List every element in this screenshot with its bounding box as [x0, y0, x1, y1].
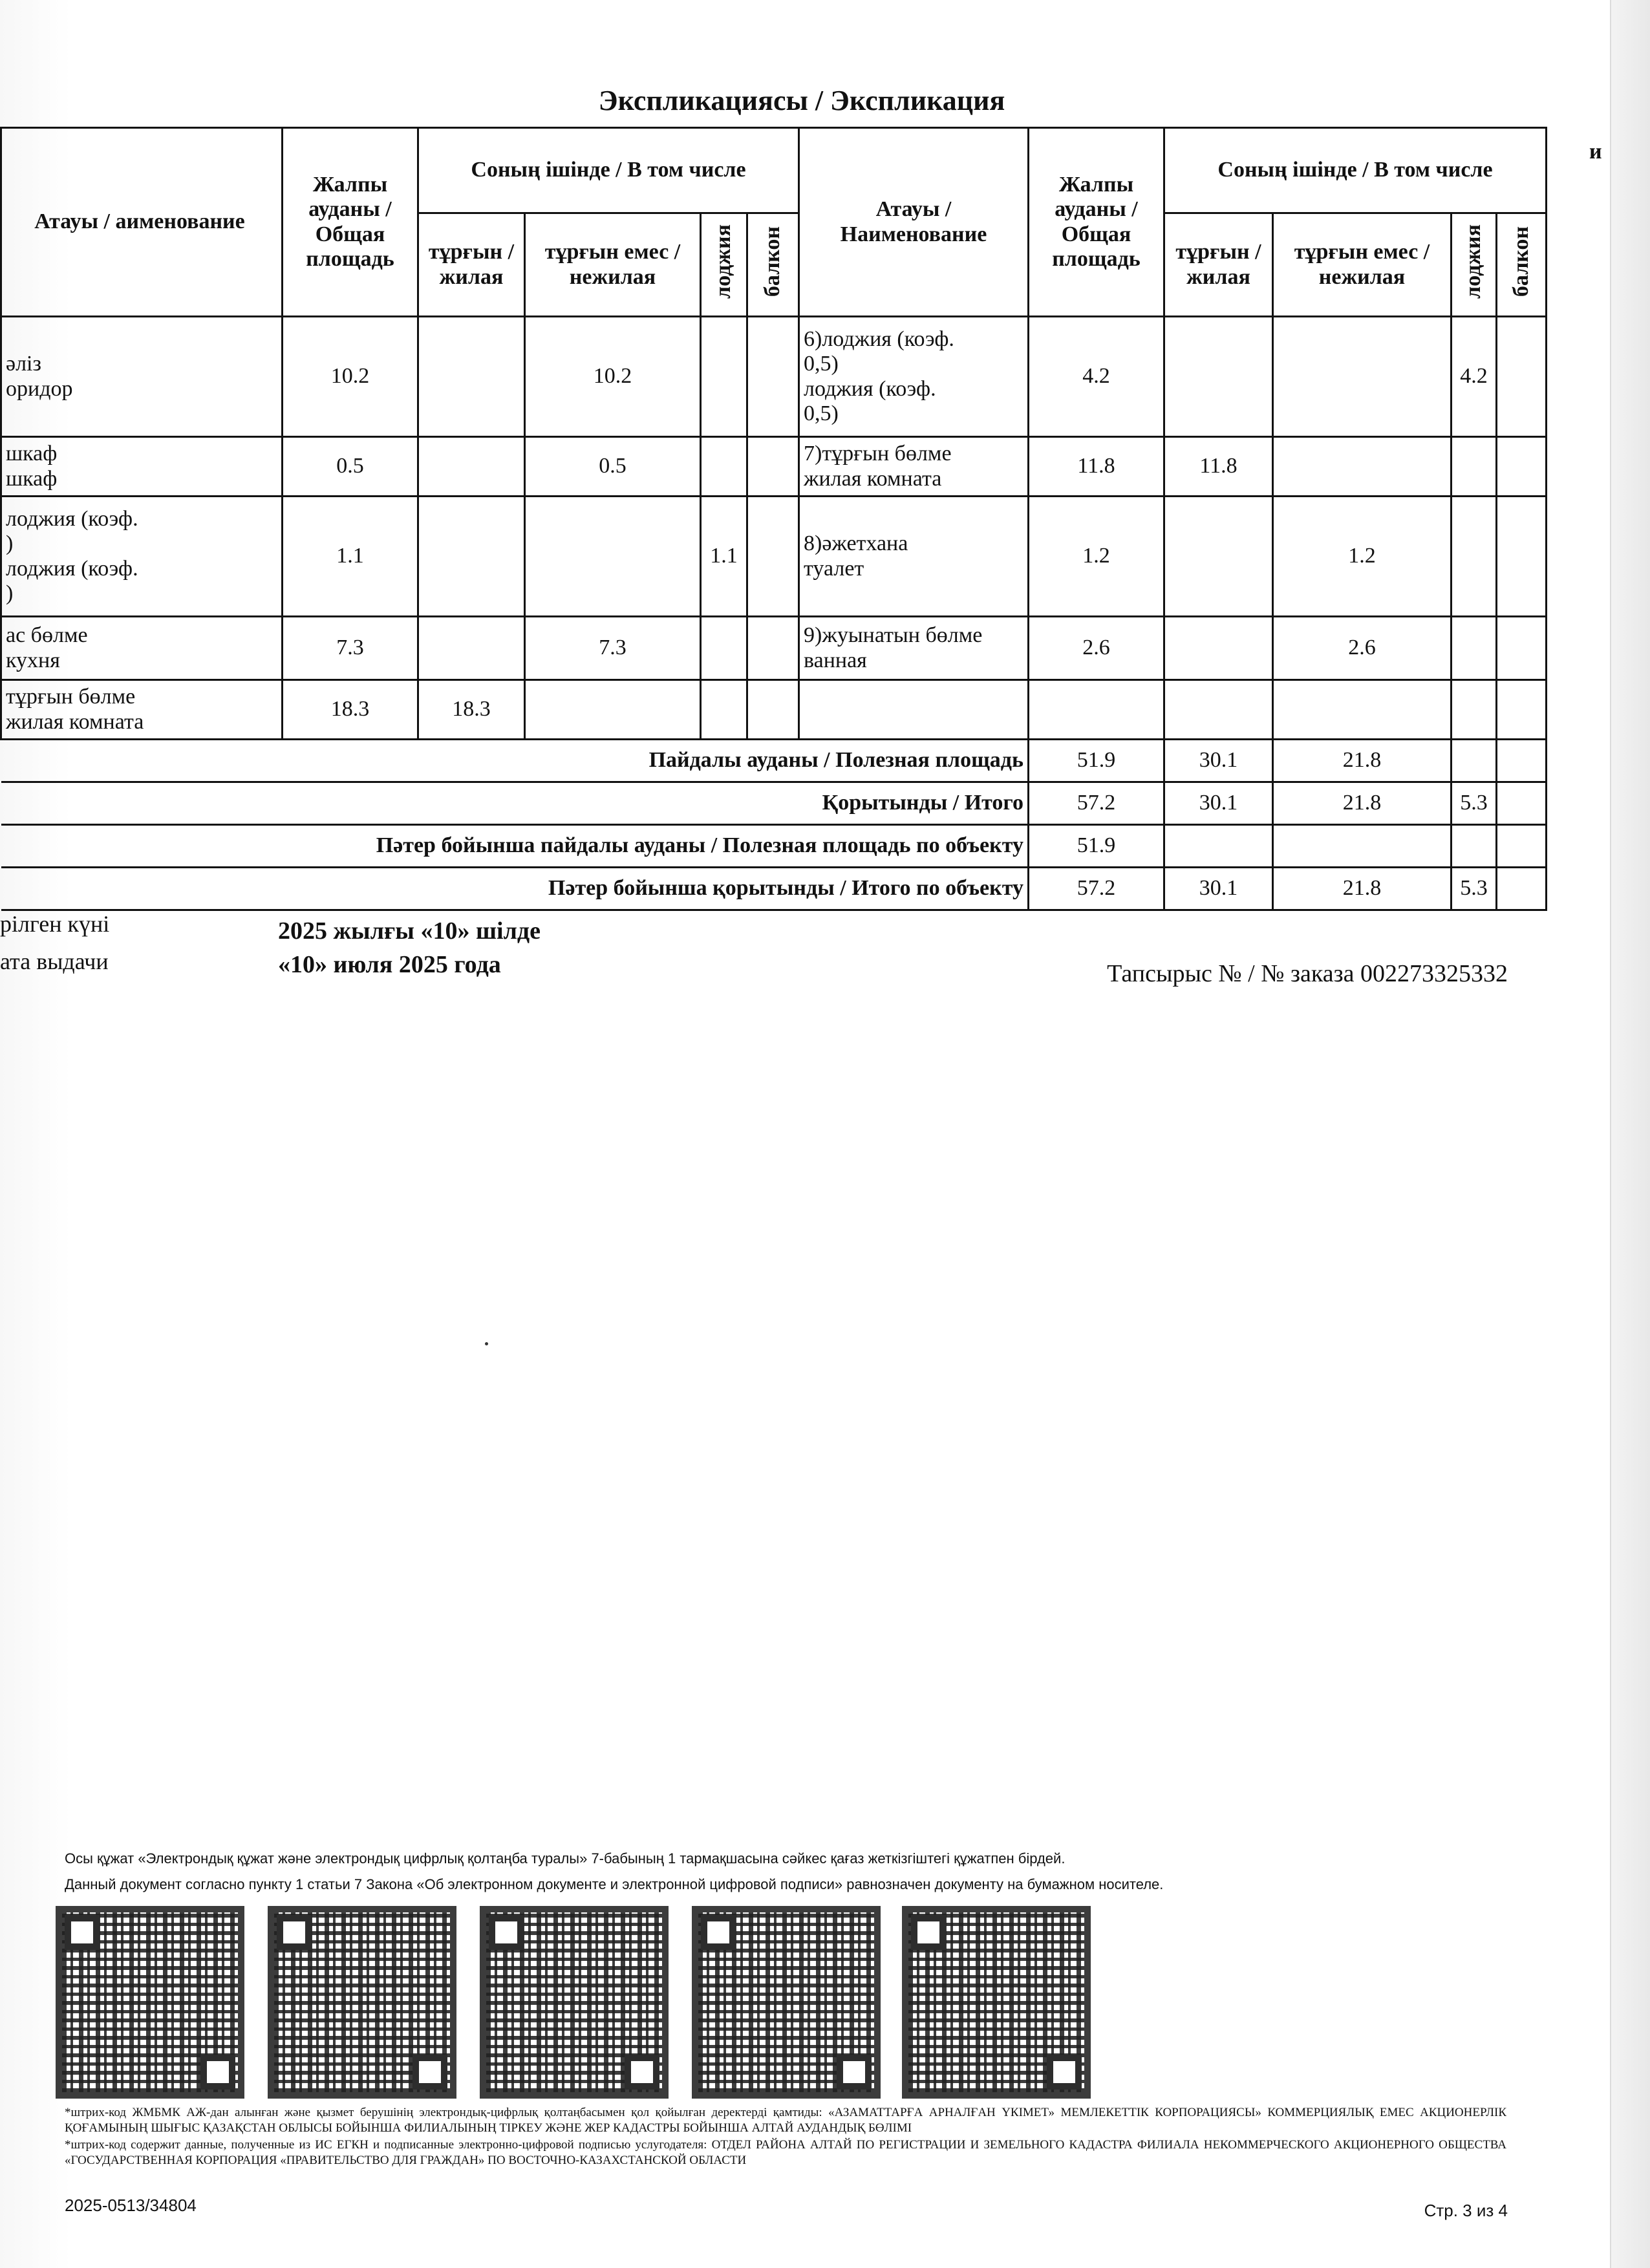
- summary-nonresidential: [1273, 825, 1452, 868]
- issue-date-label-ru: ата выдачи: [0, 948, 109, 974]
- summary-residential: 30.1: [1164, 868, 1273, 910]
- right-total-area: 2.6: [1029, 617, 1164, 680]
- left-residential: [418, 497, 525, 617]
- right-residential: [1164, 617, 1273, 680]
- left-residential: [418, 317, 525, 437]
- right-nonresidential: [1273, 680, 1452, 740]
- right-room-name: 6)лоджия (коэф. 0,5) лоджия (коэф. 0,5): [799, 317, 1029, 437]
- left-balcony: [747, 497, 799, 617]
- right-residential: [1164, 497, 1273, 617]
- left-loggia: [701, 617, 747, 680]
- right-nonresidential: 2.6: [1273, 617, 1452, 680]
- summary-row: [1, 868, 1547, 910]
- qr-code-3: [480, 1906, 669, 2099]
- table-row: [1, 317, 1547, 437]
- right-total-area: [1029, 680, 1164, 740]
- header-residential-left: тұрғын / жилая: [418, 213, 525, 317]
- summary-balcony: [1497, 868, 1547, 910]
- right-balcony: [1497, 617, 1547, 680]
- left-total-area: 10.2: [283, 317, 418, 437]
- left-balcony: [747, 317, 799, 437]
- right-balcony: [1497, 680, 1547, 740]
- left-total-area: 7.3: [283, 617, 418, 680]
- summary-residential: 30.1: [1164, 782, 1273, 825]
- summary-label: Қорытынды / Итого: [1, 782, 1029, 825]
- right-loggia: [1452, 437, 1497, 497]
- right-total-area: 4.2: [1029, 317, 1164, 437]
- right-balcony: [1497, 437, 1547, 497]
- header-name-right: Атауы / Наименование: [799, 128, 1029, 317]
- loggia-label: лоджия: [1461, 224, 1486, 299]
- right-nonresidential: [1273, 437, 1452, 497]
- footnote-ru: *штрих-код содержит данные, полученные из ИС ЕГКН и подписанные электронно-цифровой подписью услугодателя: ОТДЕЛ РАЙОНА АЛТАЙ ПО РЕГИСТРАЦИИ И ЗЕМЕЛЬНОГО КАДАСТРА ФИЛИАЛА НЕКОММЕРЧЕСКОГО АКЦИОНЕРНОГО ОБЩЕСТВА «ГОСУДАРСТВЕННАЯ КОРПОРАЦИЯ «ПРАВИТЕЛЬСТВО ДЛЯ ГРАЖДАН» ПО ВОСТОЧНО-КАЗАХСТАНСКОЙ ОБЛАСТИ: [65, 2138, 1506, 2167]
- summary-label: Пәтер бойынша пайдалы ауданы / Полезная площадь по объекту: [1, 825, 1029, 868]
- page-title: Экспликациясы / Экспликация: [598, 85, 1005, 116]
- summary-nonresidential: 21.8: [1273, 868, 1452, 910]
- table-row: [1, 437, 1547, 497]
- summary-row: [1, 782, 1547, 825]
- right-residential: 11.8: [1164, 437, 1273, 497]
- summary-total-area: 51.9: [1029, 825, 1164, 868]
- right-residential: [1164, 317, 1273, 437]
- left-loggia: [701, 680, 747, 740]
- issue-date-kz: 2025 жылғы «10» шілде: [278, 917, 541, 945]
- header-total-left: Жалпы ауданы / Общая площадь: [283, 128, 418, 317]
- left-room-name: лоджия (коэф. ) лоджия (коэф. ): [1, 497, 283, 617]
- balcony-label: балкон: [1508, 226, 1533, 297]
- qr-code-2: [268, 1906, 456, 2099]
- edge-letter: и: [1589, 140, 1602, 164]
- table-row: [1, 680, 1547, 740]
- summary-total-area: 57.2: [1029, 868, 1164, 910]
- left-loggia: [701, 437, 747, 497]
- left-total-area: 0.5: [283, 437, 418, 497]
- right-total-area: 11.8: [1029, 437, 1164, 497]
- header-loggia-left: [701, 213, 747, 317]
- left-residential: [418, 617, 525, 680]
- summary-residential: [1164, 825, 1273, 868]
- speck: [485, 1342, 488, 1345]
- left-residential: 18.3: [418, 680, 525, 740]
- right-room-name: 7)тұрғын бөлме жилая комната: [799, 437, 1029, 497]
- balcony-label: балкон: [760, 226, 785, 297]
- left-loggia: 1.1: [701, 497, 747, 617]
- left-loggia: [701, 317, 747, 437]
- right-balcony: [1497, 497, 1547, 617]
- left-balcony: [747, 680, 799, 740]
- left-balcony: [747, 437, 799, 497]
- left-nonresidential: 0.5: [525, 437, 701, 497]
- right-nonresidential: [1273, 317, 1452, 437]
- footnote-kz: *штрих-код ЖМБМК АЖ-дан алынған және қызмет берушінің электрондық-цифрлық қолтаңбасымен қол қойылған деректерді қамтиды: «АЗАМАТТАРҒА АРНАЛҒАН ҮКІМЕТ» МЕМЛЕКЕТТІК КОРПОРАЦИЯСЫ» КОММЕРЦИЯЛЫҚ ЕМЕС АКЦИОНЕРЛІК ҚОҒАМЫНЫҢ ШЫҒЫС ҚАЗАҚСТАН ОБЛЫСЫ БОЙЫНША ФИЛИАЛЫНЫҢ ТІРКЕУ ЖӘНЕ ЖЕР КАДАСТРЫ БОЙЫНША АЛТАЙ АУДАНДЫҚ БӨЛІМІ: [65, 2106, 1506, 2135]
- left-total-area: 18.3: [283, 680, 418, 740]
- summary-total-area: 51.9: [1029, 740, 1164, 782]
- left-nonresidential: [525, 497, 701, 617]
- summary-loggia: [1452, 825, 1497, 868]
- summary-balcony: [1497, 782, 1547, 825]
- header-including-right: Соның ішінде / В том числе: [1164, 128, 1547, 213]
- explication-table: [0, 127, 1547, 911]
- left-nonresidential: [525, 680, 701, 740]
- left-room-name: шкаф шкаф: [1, 437, 283, 497]
- summary-balcony: [1497, 825, 1547, 868]
- summary-loggia: 5.3: [1452, 782, 1497, 825]
- summary-row: [1, 740, 1547, 782]
- order-number: Тапсырыс № / № заказа 002273325332: [1107, 960, 1508, 987]
- table-row: [1, 497, 1547, 617]
- left-total-area: 1.1: [283, 497, 418, 617]
- left-residential: [418, 437, 525, 497]
- header-balcony-left: [747, 213, 799, 317]
- summary-nonresidential: 21.8: [1273, 740, 1452, 782]
- summary-balcony: [1497, 740, 1547, 782]
- summary-loggia: 5.3: [1452, 868, 1497, 910]
- page-number: Стр. 3 из 4: [1424, 2201, 1508, 2220]
- legal-note-ru: Данный документ согласно пункту 1 статьи 7 Закона «Об электронном документе и электронной цифровой подписи» равнозначен документу на бумажном носителе.: [65, 1876, 1164, 1892]
- summary-label: Пайдалы ауданы / Полезная площадь: [1, 740, 1029, 782]
- summary-row: [1, 825, 1547, 868]
- summary-loggia: [1452, 740, 1497, 782]
- summary-total-area: 57.2: [1029, 782, 1164, 825]
- legal-note-kz: Осы құжат «Электрондық құжат және электрондық цифрлық қолтаңба туралы» 7-бабының 1 тармақшасына сәйкес қағаз жеткізгіштегі құжатпен бірдей.: [65, 1850, 1066, 1867]
- qr-code-4: [692, 1906, 881, 2099]
- header-loggia-right: [1452, 213, 1497, 317]
- right-room-name: 8)әжетхана туалет: [799, 497, 1029, 617]
- right-room-name: 9)жуынатын бөлме ванная: [799, 617, 1029, 680]
- header-balcony-right: [1497, 213, 1547, 317]
- header-residential-right: тұрғын / жилая: [1164, 213, 1273, 317]
- right-balcony: [1497, 317, 1547, 437]
- right-room-name: [799, 680, 1029, 740]
- left-nonresidential: 7.3: [525, 617, 701, 680]
- left-balcony: [747, 617, 799, 680]
- right-nonresidential: 1.2: [1273, 497, 1452, 617]
- summary-label: Пәтер бойынша қорытынды / Итого по объекту: [1, 868, 1029, 910]
- header-nonresidential-right: тұрғын емес / нежилая: [1273, 213, 1452, 317]
- table-row: [1, 617, 1547, 680]
- issue-date-label-kz: рілген күні: [0, 911, 110, 937]
- left-room-name: тұрғын бөлме жилая комната: [1, 680, 283, 740]
- header-name-left: Атауы / аименование: [1, 128, 283, 317]
- header-including-left: Соның ішінде / В том числе: [418, 128, 799, 213]
- left-room-name: әліз оридор: [1, 317, 283, 437]
- issue-date-ru: «10» июля 2025 года: [278, 951, 501, 978]
- document-number: 2025-0513/34804: [65, 2196, 197, 2215]
- right-loggia: [1452, 680, 1497, 740]
- header-nonresidential-left: тұрғын емес / нежилая: [525, 213, 701, 317]
- qr-code-1: [56, 1906, 244, 2099]
- right-loggia: [1452, 497, 1497, 617]
- paper-edge: [1610, 0, 1650, 2268]
- header-total-right: Жалпы ауданы / Общая площадь: [1029, 128, 1164, 317]
- qr-code-5: [902, 1906, 1091, 2099]
- right-total-area: 1.2: [1029, 497, 1164, 617]
- left-room-name: ас бөлме кухня: [1, 617, 283, 680]
- summary-nonresidential: 21.8: [1273, 782, 1452, 825]
- right-residential: [1164, 680, 1273, 740]
- right-loggia: 4.2: [1452, 317, 1497, 437]
- right-loggia: [1452, 617, 1497, 680]
- loggia-label: лоджия: [711, 224, 736, 299]
- left-nonresidential: 10.2: [525, 317, 701, 437]
- summary-residential: 30.1: [1164, 740, 1273, 782]
